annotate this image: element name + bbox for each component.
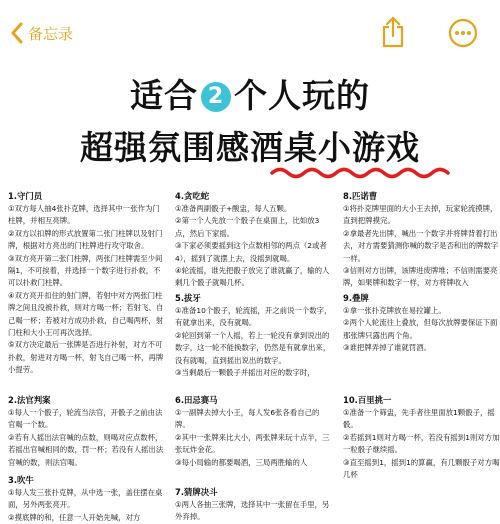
game-rule: ②拿最者先出牌，喊出一个数字并将牌背着打出去，对方需要猜测你喊的数字是否和出的牌数字一样。: [343, 228, 499, 263]
game-rule: ①拿一张扑克牌放在易拉罐上。: [343, 306, 446, 315]
game-section: [8, 394, 166, 469]
game-rule: ①准备一个筛盅，先手者往里面放1颗骰子，摇骰。: [343, 408, 495, 430]
number-badge: 2: [201, 82, 231, 112]
game-rule: ①准备两副骰子+酸盅，每人五颗。: [175, 204, 292, 213]
game-rule: ③信则对方出牌，该牌进废牌堆；不信则需要亮牌，如果牌和数字一样，对方将牌收入: [343, 266, 498, 288]
headline-line-2: [0, 124, 500, 172]
headline-plain: 超强氛围感: [80, 128, 250, 167]
game-rule: ③每小局输的都要喝酒，三局两胜输的人: [175, 457, 308, 467]
back-label: 备忘录: [28, 24, 74, 43]
game-section: [175, 292, 333, 379]
headline-highlight: 酒桌小游戏: [250, 128, 420, 167]
game-rule: ③下家必须要摇到这个点数相邻的两点（2或者4），摇到了就摆上去，没摇到就喝。: [175, 241, 327, 263]
nav-bar: [0, 0, 500, 70]
game-rule: ②其中一张牌来比大小，两张牌来玩十点半，三张玩炸金花。: [175, 432, 330, 455]
game-rule: ②双方以扣牌的形式放置第二张门柱牌以及射门牌，根据对方亮出的门柱牌进行攻守取舍。: [8, 228, 163, 251]
game-rule: ③谁把牌弄掉了谁就罚酒。: [343, 343, 431, 353]
game-rule: ③双方亮开第二张门柱牌，两张门柱牌需至少间隔1，不可挨着，并选择一个数字进行扑救，不可以扑救门柱牌。: [8, 253, 163, 288]
game-rule: ④轮流摇，谁先把骰子放完了谁就赢了，输的人剩几个骰子就喝几杯。: [175, 266, 330, 288]
game-title: 1.守门员: [8, 191, 43, 201]
game-section: [343, 394, 500, 481]
game-rule: ②摸底牌的和，任意一人开始先喊，对方: [8, 512, 141, 522]
game-title: 6.田忌赛马: [175, 395, 218, 405]
game-title: 4.贪吃蛇: [175, 191, 210, 201]
game-rule: ①两人各抽三张牌，选择其中一张留在手里，另外弃掉。: [175, 500, 330, 522]
red-squiggle-underline: [270, 164, 450, 182]
game-rule: ①准备10个骰子，轮流摇，开之前说一个数字，有就拿出来，没有就喝。: [175, 306, 332, 328]
game-rule: ⑤双方决定最后一张牌是否进行补射，对方不可扑救，射进对方喝一杯，射飞自己喝一杯，再牌小提劳。: [8, 340, 164, 375]
game-title: 8.匹诺曹: [343, 191, 378, 201]
game-rule: ①每人一个骰子，轮流当法官，开骰子之前由法官喝一个数。: [8, 408, 163, 430]
game-section: [8, 190, 166, 377]
game-title: 10.百里挑一: [343, 395, 392, 405]
game-section: [343, 190, 500, 290]
game-rule: ④双方亮开扣住的射门牌，若射中对方两张门柱牌之间且没被扑救，则对方喝一杯；若射飞、自己喝一杯；若被对方成功扑救，自己喝两杯，射门柱和大小王可再次选择。: [8, 290, 164, 338]
game-rule: ②若有人摇出法官喊的点数，则喝对应点数杯，若摇出官喊相同的数，罚一杯；若没有人摇出法官喊的数，则法官喝。: [8, 432, 164, 467]
game-title: 5.拔牙: [175, 293, 201, 303]
headline-suffix: 个人玩的: [234, 76, 370, 115]
game-section: [8, 474, 166, 524]
game-rule: ②第一个人先放一个骰子在桌面上，比如放3点，然后下家摇。: [175, 216, 320, 238]
game-rule: ③当剩最后一颗骰子并摇出对应的数字时，: [175, 368, 315, 378]
game-rule: ①双方每人抽4张扑克牌，选择其中一张作为门柱牌，并相互亮牌。: [8, 204, 160, 226]
headline-line-1: [0, 74, 500, 118]
game-title: 2.法官判案: [8, 395, 51, 405]
game-rule: ②轮回到第一个人摇，若上一轮没有拿到说出的数字，这一轮不能换数字，仍然是有就拿出来，没有就喝，直到摇出说出的数字。: [175, 330, 331, 365]
game-rule: ①将扑克牌里面的大小王去掉，玩家轮流摸牌，直到把牌摸完。: [343, 204, 498, 226]
game-rule: ②两个人轮流往上叠放，但每次放牌要保证下面那张牌只露出两个角。: [343, 318, 498, 340]
headline-prefix: 适合: [130, 76, 198, 115]
share-icon[interactable]: [380, 16, 406, 48]
game-title: 9.叠牌: [343, 293, 369, 303]
game-title: 3.吹牛: [8, 475, 34, 485]
chevron-left-icon: [10, 22, 24, 44]
more-icon[interactable]: [448, 18, 478, 48]
game-section: [343, 292, 500, 355]
game-section: [175, 190, 333, 290]
game-rule: ①每人发三张扑克牌，从中选一张，盖住摆在桌面，另外两张亮开。: [8, 488, 163, 510]
game-section: [175, 394, 333, 469]
back-button[interactable]: [10, 22, 73, 44]
game-rule: ③直至摇到1，摇到1的算赢，有几颗骰子对方喝几杯: [343, 457, 500, 480]
game-rule: ②若摇到1则对方喝一杯，若没有摇到1则对方加一粒骰子继续摇。: [343, 432, 500, 455]
game-rule: ①一副牌去掉大小王，每人发6张各看自己的牌。: [175, 408, 320, 430]
headline: [0, 70, 500, 172]
game-section: [175, 486, 333, 524]
game-title: 7.猜牌决斗: [175, 487, 218, 497]
